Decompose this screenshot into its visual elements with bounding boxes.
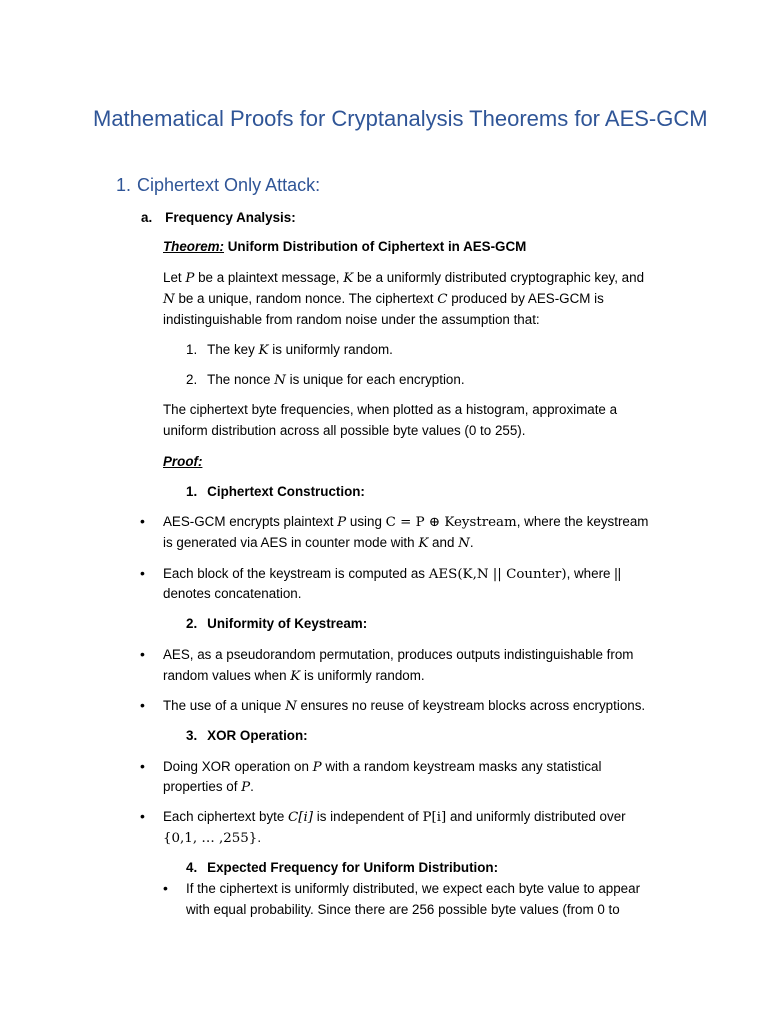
bullet-icon: •: [163, 880, 168, 896]
bullet-6-line-2: {0,1, … ,255}.: [163, 830, 262, 846]
bullet-5-line-2: properties of P.: [163, 779, 254, 795]
bullet-1-line-1: AES-GCM encrypts plaintext P using C = P ⊕ Keystream, where the keystream: [163, 514, 649, 530]
formula-ciphertext: C = P ⊕ Keystream: [385, 515, 517, 530]
bullet-icon: •: [140, 646, 145, 662]
bullet-icon: •: [140, 565, 145, 581]
bullet-2-line-1: Each block of the keystream is computed as AES(K,N || Counter), where ||: [163, 566, 622, 582]
subsection-label: a.: [141, 210, 153, 225]
proof-step-2: 2. Uniformity of Keystream:: [186, 616, 368, 631]
histogram-text-line-2: uniform distribution across all possible byte values (0 to 255).: [163, 423, 526, 438]
bullet-5-line-1: Doing XOR operation on P with a random keystream masks any statistical: [163, 759, 602, 775]
bullet-6-line-1: Each ciphertext byte C[i] is independent of P[i] and uniformly distributed over: [163, 809, 626, 825]
bullet-7-line-1: If the ciphertext is uniformly distributed, we expect each byte value to appear: [186, 881, 641, 896]
bullet-icon: •: [140, 697, 145, 713]
bullet-7-line-2: with equal probability. Since there are 256 possible byte values (from 0 to: [186, 902, 620, 917]
bullet-icon: •: [140, 808, 145, 824]
bullet-3-line-2: random values when K is uniformly random.: [163, 668, 425, 684]
proof-label: Proof:: [163, 454, 203, 469]
bullet-2-line-2: denotes concatenation.: [163, 586, 302, 601]
proof-step-3: 3. XOR Operation:: [186, 728, 308, 743]
histogram-text-line-1: The ciphertext byte frequencies, when plotted as a histogram, approximate a: [163, 402, 618, 417]
formula-keystream-block: AES(K,N || Counter): [428, 567, 567, 582]
section-title: Ciphertext Only Attack:: [137, 175, 321, 195]
theorem-title: Uniform Distribution of Ciphertext in AES-GCM: [227, 239, 527, 254]
bullet-3-line-1: AES, as a pseudorandom permutation, produces outputs indistinguishable from: [163, 647, 634, 662]
subsection-title: Frequency Analysis:: [165, 210, 296, 225]
document-title: Mathematical Proofs for Cryptanalysis Theorems for AES-GCM: [93, 106, 708, 131]
formula-byte-range: {0,1, … ,255}: [163, 831, 258, 846]
section-number: 1.: [116, 175, 132, 195]
subsection-heading-frequency-analysis: [141, 207, 296, 228]
proof-step-4: 4. Expected Frequency for Uniform Distribution:: [186, 860, 499, 875]
bullet-icon: •: [140, 513, 145, 529]
intro-line-1: Let P be a plaintext message, K be a uniformly distributed cryptographic key, and: [163, 270, 645, 286]
assumption-item-2: 2. The nonce N is unique for each encryption.: [186, 372, 465, 388]
intro-line-2: N be a unique, random nonce. The ciphertext C produced by AES-GCM is: [163, 291, 604, 307]
proof-step-1: 1. Ciphertext Construction:: [186, 484, 365, 499]
theorem-heading: [163, 236, 526, 257]
bullet-icon: •: [140, 758, 145, 774]
bullet-4-line-1: The use of a unique N ensures no reuse of keystream blocks across encryptions.: [163, 698, 646, 714]
intro-line-3: indistinguishable from random noise under the assumption that:: [163, 312, 540, 327]
section-heading-ciphertext-only-attack: [116, 175, 320, 196]
bullet-1-line-2: is generated via AES in counter mode with K and N.: [163, 535, 474, 551]
assumption-item-1: 1. The key K is uniformly random.: [186, 342, 393, 358]
theorem-label: Theorem:: [163, 239, 225, 254]
